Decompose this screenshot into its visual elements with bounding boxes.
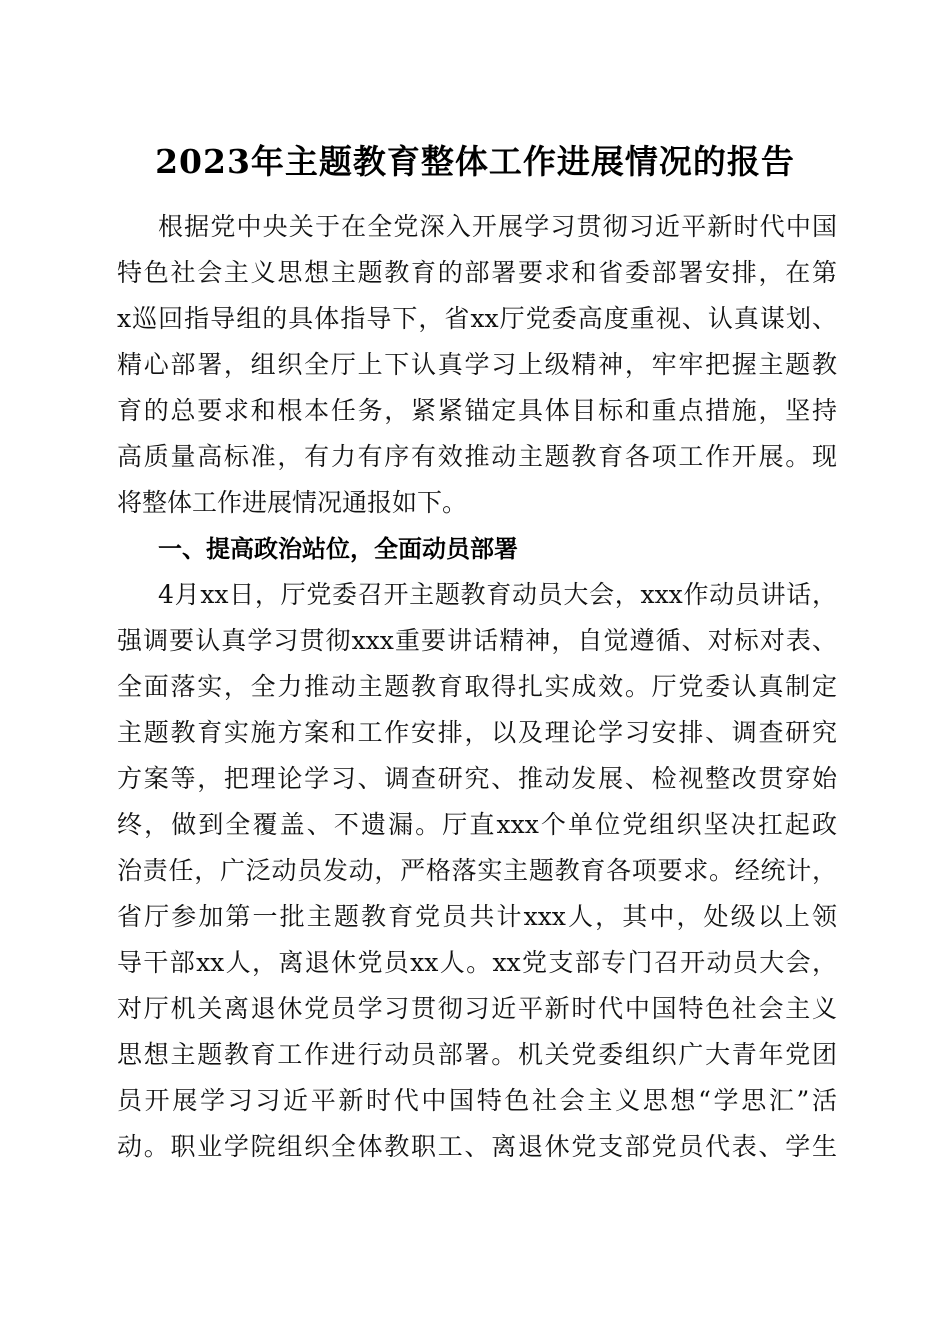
paragraph-line: 主题教育实施方案和工作安排，以及理论学习安排、调查研究 xyxy=(117,718,837,747)
paragraph-line: 高质量高标准，有力有序有效推动主题教育各项工作开展。现 xyxy=(117,442,837,471)
paragraph-line: 员开展学习习近平新时代中国特色社会主义思想“学思汇”活 xyxy=(117,1086,837,1115)
paragraph-line: 根据党中央关于在全党深入开展学习贯彻习近平新时代中国 xyxy=(158,212,837,241)
paragraph-line: 思想主题教育工作进行动员部署。机关党委组织广大青年党团 xyxy=(117,1040,837,1069)
section-heading: 一、提高政治站位，全面动员部署 xyxy=(158,535,518,563)
paragraph-line: 终，做到全覆盖、不遗漏。厅直xxx个单位党组织坚决扛起政 xyxy=(117,810,837,839)
document-title: 2023年主题教育整体工作进展情况的报告 xyxy=(155,142,795,181)
paragraph-line: 方案等，把理论学习、调查研究、推动发展、检视整改贯穿始 xyxy=(117,764,837,793)
paragraph-line: x巡回指导组的具体指导下，省xx厅党委高度重视、认真谋划、 xyxy=(117,304,837,333)
paragraph-line: 对厅机关离退休党员学习贯彻习近平新时代中国特色社会主义 xyxy=(117,994,837,1023)
paragraph-line: 治责任，广泛动员发动，严格落实主题教育各项要求。经统计， xyxy=(117,856,837,885)
paragraph-line: 特色社会主义思想主题教育的部署要求和省委部署安排，在第 xyxy=(117,258,837,287)
paragraph-line: 强调要认真学习贯彻xxx重要讲话精神，自觉遵循、对标对表、 xyxy=(117,626,837,655)
paragraph-line: 省厅参加第一批主题教育党员共计xxx人，其中，处级以上领 xyxy=(117,902,837,931)
paragraph-line: 4月xx日，厅党委召开主题教育动员大会，xxx作动员讲话， xyxy=(158,580,837,609)
paragraph-line: 导干部xx人，离退休党员xx人。xx党支部专门召开动员大会， xyxy=(117,948,837,977)
paragraph-line: 育的总要求和根本任务，紧紧锚定具体目标和重点措施，坚持 xyxy=(117,396,837,425)
paragraph-line: 精心部署，组织全厅上下认真学习上级精神，牢牢把握主题教 xyxy=(117,350,837,379)
paragraph-line: 全面落实，全力推动主题教育取得扎实成效。厅党委认真制定 xyxy=(117,672,837,701)
paragraph-line: 动。职业学院组织全体教职工、离退休党支部党员代表、学生 xyxy=(117,1132,837,1161)
paragraph-line: 将整体工作进展情况通报如下。 xyxy=(117,488,468,517)
